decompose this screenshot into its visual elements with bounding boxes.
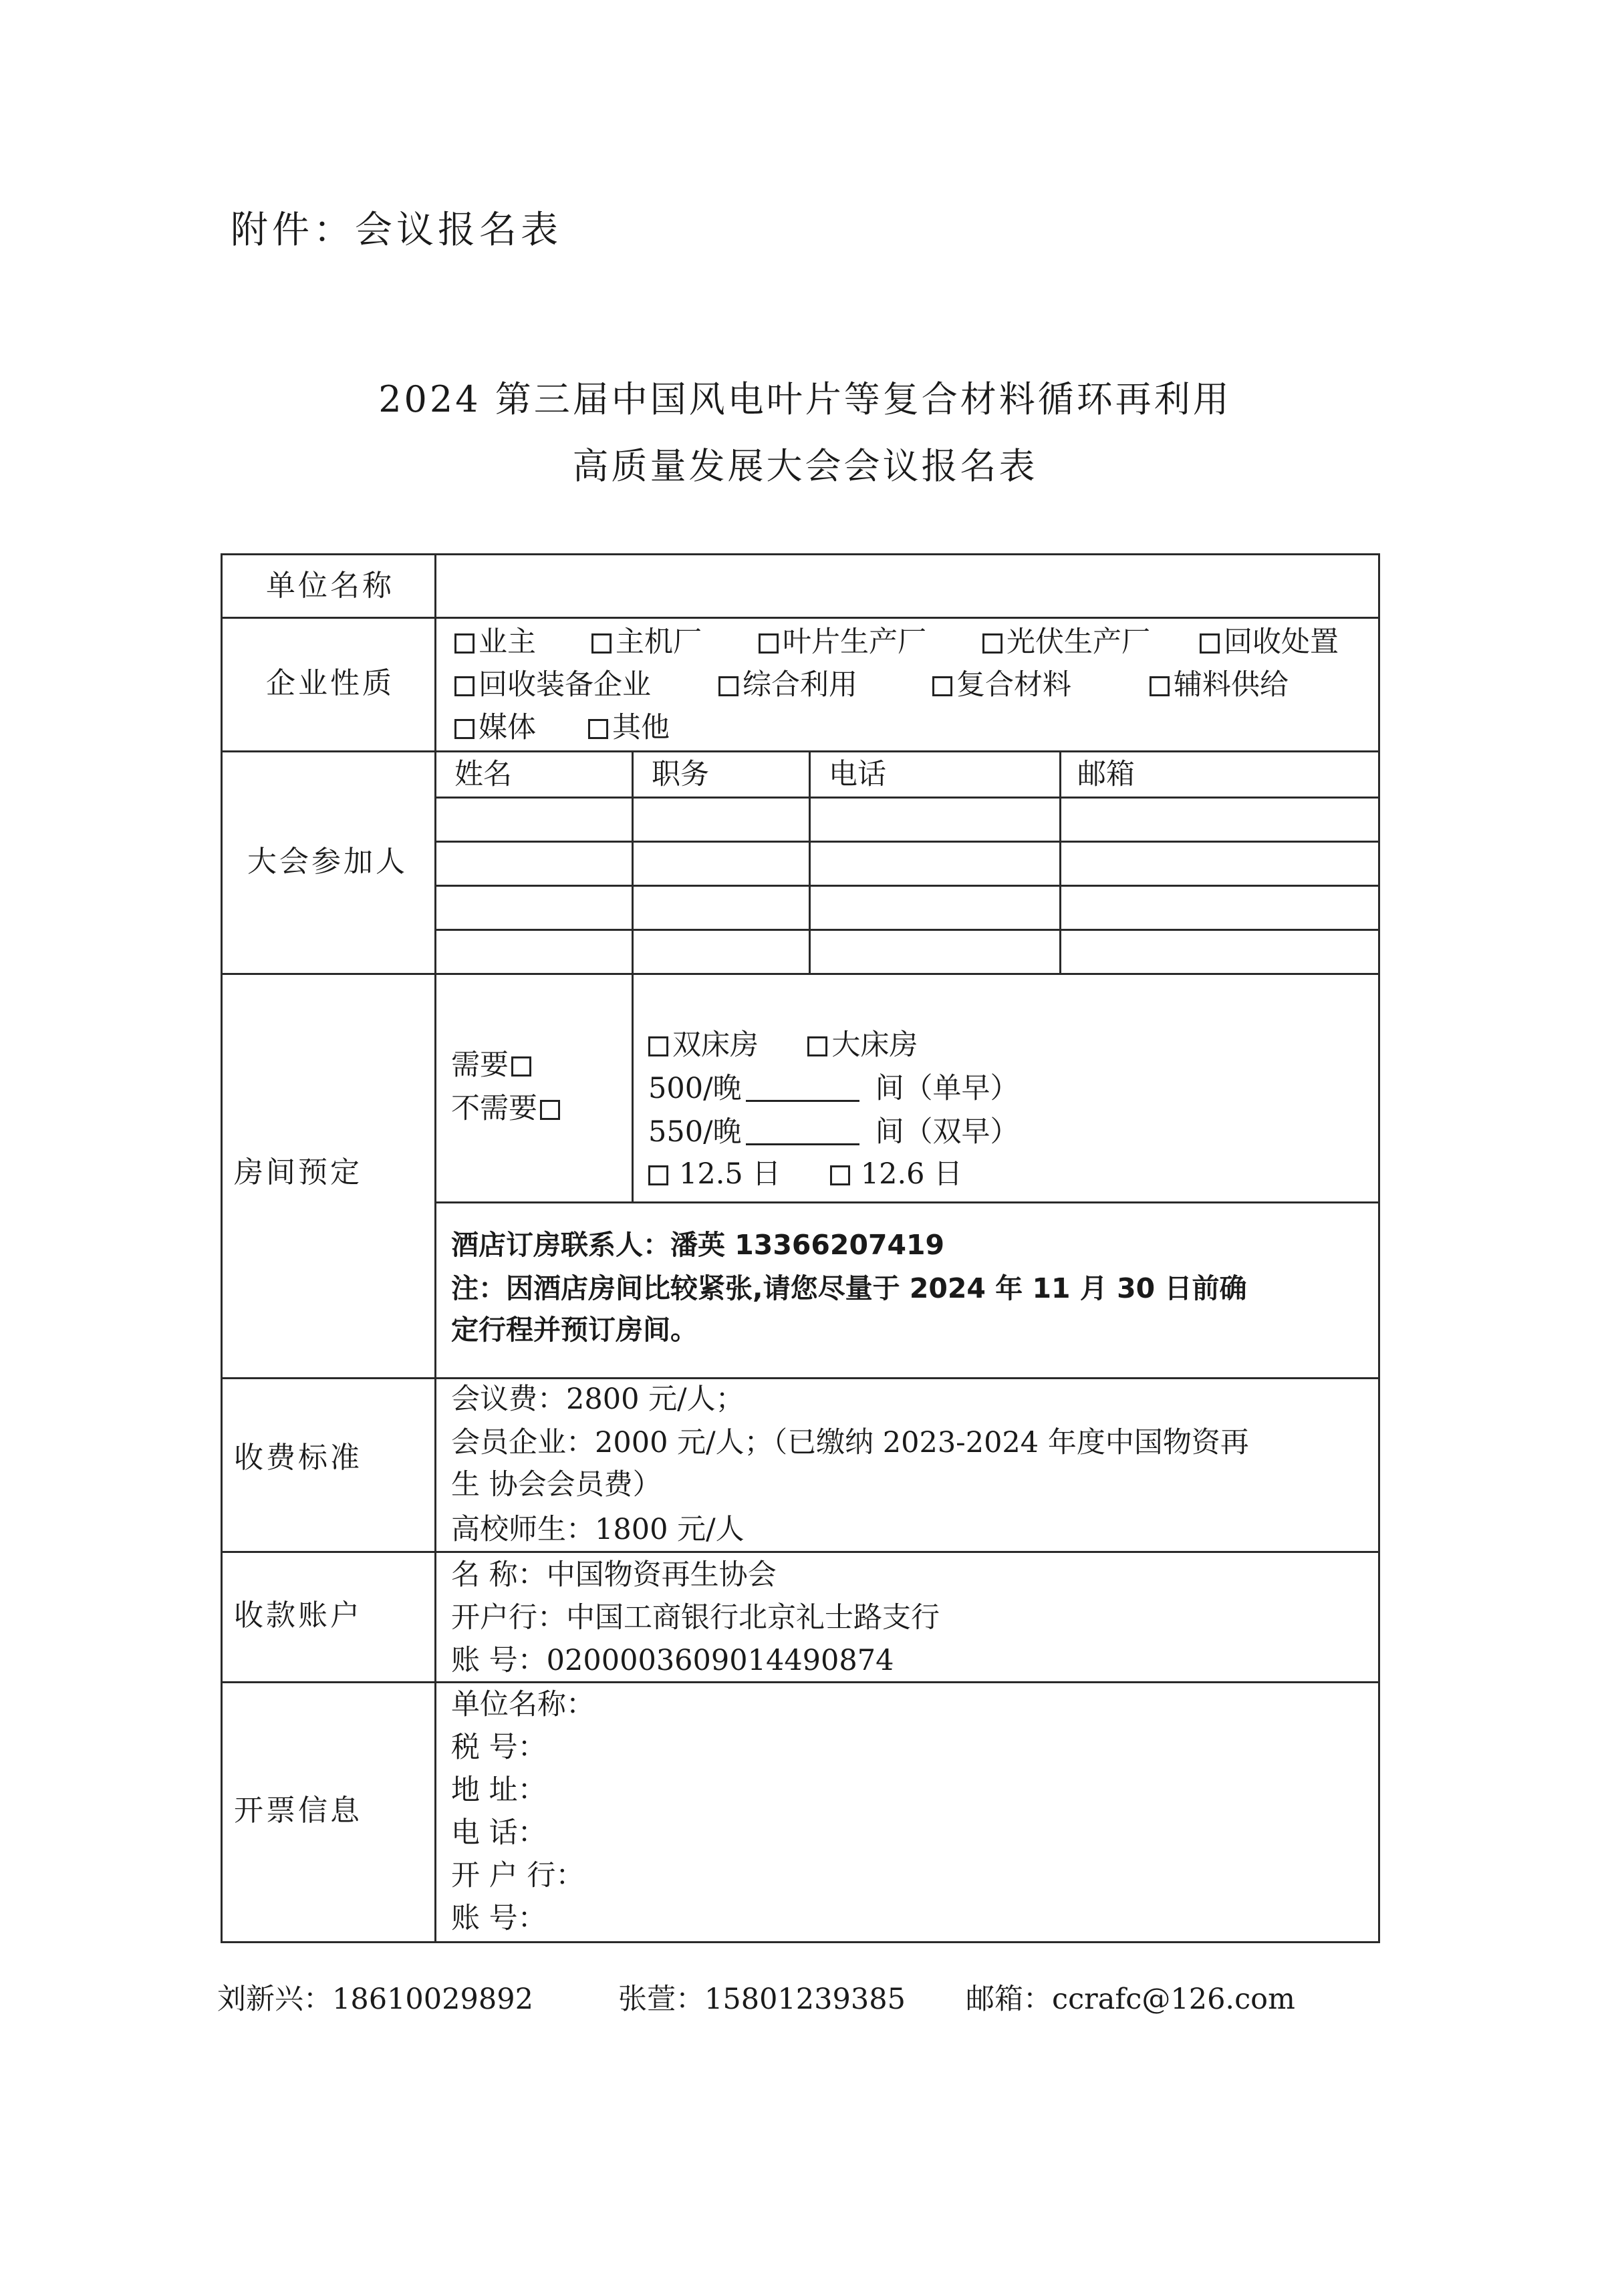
fees-label: 收费标准: [234, 1441, 362, 1475]
enterprise-type-label: 企业性质: [266, 666, 394, 700]
checkbox-icon[interactable]: [454, 676, 475, 696]
single-breakfast-row: 500/晚 间（单早）: [648, 1072, 1019, 1105]
option-comprehensive-use[interactable]: 综合利用: [718, 671, 857, 700]
attendee-row-divider: [434, 797, 1380, 799]
date-option-2[interactable]: 12.6 日: [860, 1157, 963, 1191]
fee-standard-line: 会议费：2800 元/人；: [451, 1383, 745, 1416]
attachment-label: 附件：会议报名表: [231, 208, 562, 252]
checkbox-icon[interactable]: [982, 633, 1002, 654]
account-label: 收款账户: [234, 1598, 362, 1632]
row-divider: [221, 750, 1380, 752]
footer-contact-1: 刘新兴：18610029892: [217, 1983, 533, 2016]
checkbox-icon[interactable]: [759, 633, 779, 654]
registration-form-table: [221, 553, 1380, 1943]
attendee-row-divider: [434, 885, 1380, 887]
room-type-options: [648, 1028, 918, 1062]
attendee-row-divider: [434, 929, 1380, 931]
option-auxiliary-supply[interactable]: 辅料供给: [1150, 671, 1289, 700]
option-recycling-equipment[interactable]: 回收装备企业: [454, 671, 651, 700]
row-divider: [221, 617, 1380, 619]
attendee-col-divider: [632, 750, 634, 975]
checkbox-icon[interactable]: [648, 1165, 668, 1185]
checkbox-icon[interactable]: [454, 719, 475, 739]
booking-note-line2: 定行程并预订房间。: [451, 1314, 698, 1346]
invoice-label: 开票信息: [234, 1793, 362, 1828]
account-bank: 开户行：中国工商银行北京礼士路支行: [451, 1601, 940, 1634]
option-recycling[interactable]: 回收处置: [1200, 628, 1339, 657]
fee-member-line: 会员企业：2000 元/人；（已缴纳 2023-2024 年度中国物资再: [451, 1426, 1249, 1459]
double-breakfast-row: 550/晚 间（双早）: [648, 1115, 1019, 1149]
column-header-email: 邮箱: [1077, 758, 1135, 791]
invoice-bank[interactable]: 开 户 行：: [451, 1859, 585, 1892]
invoice-address[interactable]: 地 址：: [451, 1773, 547, 1807]
option-composite-materials[interactable]: 复合材料: [932, 671, 1071, 700]
unit-name-field[interactable]: [441, 560, 1373, 612]
option-owner[interactable]: 业主: [454, 628, 536, 657]
option-oem[interactable]: 主机厂: [591, 628, 702, 657]
option-other[interactable]: 其他: [588, 714, 670, 742]
invoice-phone[interactable]: 电 话：: [451, 1816, 547, 1850]
room-count-double-input[interactable]: [746, 1122, 859, 1145]
room-count-single-input[interactable]: [746, 1079, 859, 1102]
fee-student-line: 高校师生：1800 元/人: [451, 1513, 745, 1546]
row-divider: [221, 973, 1380, 975]
checkbox-icon[interactable]: [1150, 676, 1170, 696]
checkbox-icon[interactable]: [830, 1165, 850, 1185]
label-column-divider: [434, 553, 436, 1943]
date-option-1[interactable]: 12.5 日: [679, 1157, 781, 1191]
table-border-bottom: [221, 1941, 1380, 1943]
account-number: 账 号：0200003609014490874: [451, 1644, 894, 1677]
column-header-name: 姓名: [454, 758, 512, 791]
twin-room-option[interactable]: 双床房: [672, 1028, 759, 1062]
room-no-need-option[interactable]: 不需要: [451, 1095, 564, 1123]
option-pv-maker[interactable]: 光伏生产厂: [982, 628, 1150, 657]
option-media[interactable]: 媒体: [454, 714, 536, 742]
footer-contact-2: 张萱：15801239385: [618, 1983, 906, 2016]
form-title-line2: 高质量发展大会会议报名表: [572, 445, 1038, 487]
account-name: 名 称：中国物资再生协会: [451, 1558, 777, 1592]
checkbox-icon[interactable]: [648, 1036, 668, 1056]
checkbox-icon[interactable]: [591, 633, 612, 654]
row-divider: [221, 1551, 1380, 1553]
unit-name-label: 单位名称: [266, 569, 394, 603]
checkbox-icon[interactable]: [1200, 633, 1220, 654]
option-blade-maker[interactable]: 叶片生产厂: [759, 628, 926, 657]
room-booking-label: 房间预定: [234, 1155, 362, 1189]
invoice-tax-number[interactable]: 税 号：: [451, 1731, 547, 1764]
checkbox-icon[interactable]: [588, 719, 608, 739]
checkbox-icon[interactable]: [932, 676, 952, 696]
invoice-account[interactable]: 账 号：: [451, 1902, 547, 1935]
invoice-company-name[interactable]: 单位名称：: [451, 1688, 595, 1721]
room-contact-divider: [434, 1201, 1380, 1203]
room-need-divider: [632, 973, 634, 1203]
column-header-position: 职务: [652, 758, 709, 791]
row-divider: [221, 1681, 1380, 1683]
room-need-option[interactable]: 需要: [451, 1051, 535, 1080]
king-room-option[interactable]: 大床房: [831, 1028, 918, 1062]
fee-member-note: 生 协会会员费）: [451, 1468, 662, 1501]
footer-email: 邮箱：ccrafc@126.com: [966, 1983, 1295, 2016]
attendees-label: 大会参加人: [247, 845, 408, 879]
attendee-row-divider: [434, 841, 1380, 843]
checkbox-icon[interactable]: [807, 1036, 827, 1056]
checkbox-icon[interactable]: [511, 1056, 531, 1077]
table-border-left: [221, 553, 223, 1943]
date-options: [648, 1157, 963, 1191]
checkbox-icon[interactable]: [718, 676, 739, 696]
attendee-col-divider: [1059, 750, 1061, 975]
row-divider: [221, 1377, 1380, 1379]
booking-note-line1: 注：因酒店房间比较紧张,请您尽量于 2024 年 11 月 30 日前确: [451, 1272, 1247, 1304]
column-header-phone: 电话: [829, 758, 886, 791]
checkbox-icon[interactable]: [454, 633, 475, 654]
attendee-col-divider: [809, 750, 811, 975]
checkbox-icon[interactable]: [540, 1100, 560, 1120]
hotel-contact: 酒店订房联系人：潘英 13366207419: [451, 1229, 945, 1261]
table-border-top: [221, 553, 1380, 555]
form-title-line1: 2024 第三届中国风电叶片等复合材料循环再利用: [378, 378, 1232, 420]
table-border-right: [1378, 553, 1380, 1943]
